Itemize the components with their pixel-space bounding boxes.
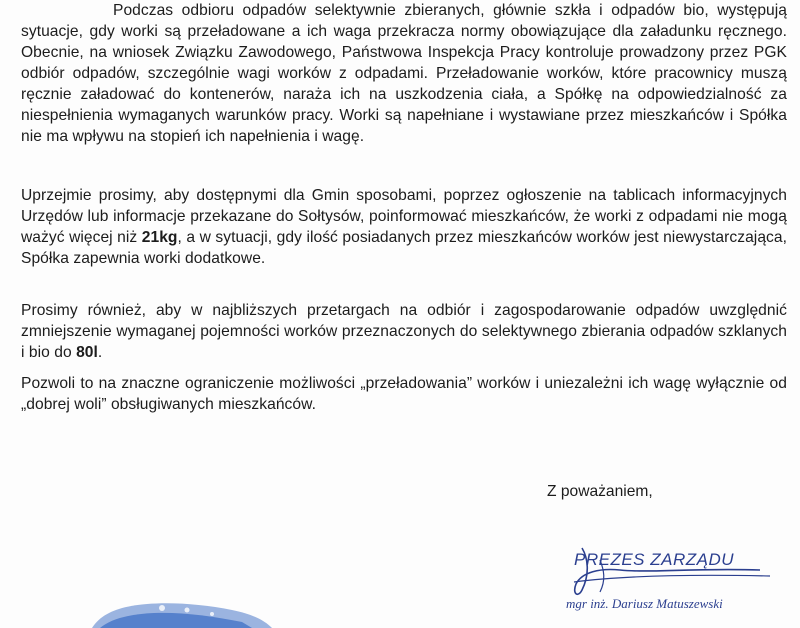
paragraph-2-text-b: , a w sytuacji, gdy ilość posiadanych przez mieszkańców worków jest niewystarczająca, Spółka zapewnia worki dodatkowe. — [21, 229, 787, 267]
closing-salutation: Z poważaniem, — [547, 483, 653, 500]
company-logo-graphic — [92, 592, 272, 628]
stamp-title: PREZES ZARZĄDU — [574, 550, 735, 569]
paragraph-3-text-a: Prosimy również, aby w najbliższych przetargach na odbiór i zagospodarowanie odpadów uwzględnić zmniejszenie wymaganej pojemności worków przeznaczonych do selektywnego zbierania odpadów szklanych i bio do — [21, 302, 787, 361]
paragraph-1 — [21, 0, 787, 147]
handwritten-signature — [560, 540, 800, 628]
paragraph-1-text: Podczas odbioru odpadów selektywnie zbieranych, głównie szkła i odpadów bio, występują sytuacje, gdy worki są przeładowane a ich waga przekracza normy obowiązujące dla załadunku ręcznego. Obecnie, na wniosek Związku Zawodowego, Państwowa Inspekcja Pracy kontroluje prowadzony przez PGK odbiór odpadów, szczególnie wagi worków z odpadami. Przeładowanie worków, które pracownicy muszą ręcznie załadować do kontenerów, naraża ich na uszkodzenia ciała, a Spółkę na odpowiedzialność za niespełnienia wymaganych warunków pracy. Worki są napełniane i wystawiane przez mieszkańców i Spółka nie ma wpływu na stopień ich napełnienia i wagę. — [21, 2, 787, 145]
stamp-name: mgr inż. Dariusz Matuszewski — [566, 596, 723, 611]
capacity-value: 80l — [76, 344, 98, 361]
paragraph-3 — [21, 300, 787, 363]
paragraph-4 — [21, 373, 787, 415]
weight-limit-value: 21kg — [141, 229, 178, 246]
paragraph-2-text-a: Uprzejmie prosimy, aby dostępnymi dla Gmin sposobami, poprzez ogłoszenie na tablicach informacyjnych Urzędów lub informacje przekazane do Sołtysów, poinformować mieszkańców, że worki z odpadami nie mogą ważyć więcej niż — [21, 187, 787, 246]
paragraph-2 — [21, 185, 787, 269]
paragraph-3-text-b: . — [97, 344, 103, 361]
signature-stamp — [560, 540, 800, 628]
paragraph-4-text: Pozwoli to na znaczne ograniczenie możliwości „przeładowania” worków i uniezależni ich wagę wyłącznie od „dobrej woli” obsługiwanych mieszkańców. — [21, 375, 787, 413]
